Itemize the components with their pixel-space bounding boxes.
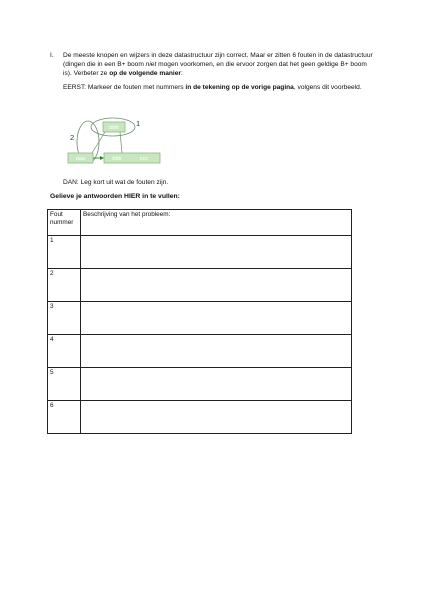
row-number-6: 6 [48,401,81,434]
table-row [48,236,352,269]
step2-paragraph: DAN: Leg kort uit wat de fouten zijn. [63,179,169,186]
step1-text-1: EERST: Markeer de fouten met nummers [63,84,186,91]
table-row [48,335,352,368]
step1-text-2: , volgens dit voorbeeld. [293,84,362,91]
heading-text-2: in te vullen: [140,193,180,200]
row-number-1: 1 [48,236,81,269]
intro-paragraph [63,51,375,78]
col-header-error-number: Fout nummer [48,210,81,236]
table-header-row [48,210,352,236]
step1-bold: in de tekening op de vorige pagina [185,84,294,91]
step1-paragraph [63,83,375,92]
root-node-key: bbb [109,125,119,131]
row-number-4: 4 [48,335,81,368]
intro-text-1: De meeste knopen en wijzers in deze datastructuur zijn correct. Maar er zitten 6 fouten in de datastructuur (dingen die in een B+ boom [63,52,373,68]
row-number-5: 5 [48,368,81,401]
item-number: I. [50,52,54,59]
table-row [48,401,352,434]
answer-cell-4[interactable] [81,335,352,368]
leaf-key-ccc: ccc [139,156,149,162]
row-number-3: 3 [48,302,81,335]
heading-bold: HIER [124,193,141,200]
answer-cell-2[interactable] [81,269,352,302]
sibling-arrowhead [100,156,104,160]
col-header-description: Beschrijving van het probleem: [81,210,352,236]
heading-text-1: Gelieve je antwoorden [50,193,125,200]
leaf-key-bbb: bbb [112,156,122,162]
answer-cell-3[interactable] [81,302,352,335]
marker-number-2: 2 [70,133,75,142]
leaf-key-aaa: aaa [75,156,86,162]
intro-text-3: : [181,70,183,77]
intro-text-2: mogen voorkomen, en die ervoor zorgen dat het geen geldige B+ boom is). Verbeter ze [63,61,367,77]
table-row [48,269,352,302]
example-diagram [60,112,210,170]
answer-cell-1[interactable] [81,236,352,269]
answer-cell-5[interactable] [81,368,352,401]
intro-bold: op de volgende manier [109,70,182,77]
intro-italic: niet [145,61,157,68]
table-row [48,368,352,401]
answers-heading [50,193,180,200]
row-number-2: 2 [48,269,81,302]
table-row [48,302,352,335]
marker-number-1: 1 [136,119,141,128]
answer-cell-6[interactable] [81,401,352,434]
answers-table [47,209,352,434]
